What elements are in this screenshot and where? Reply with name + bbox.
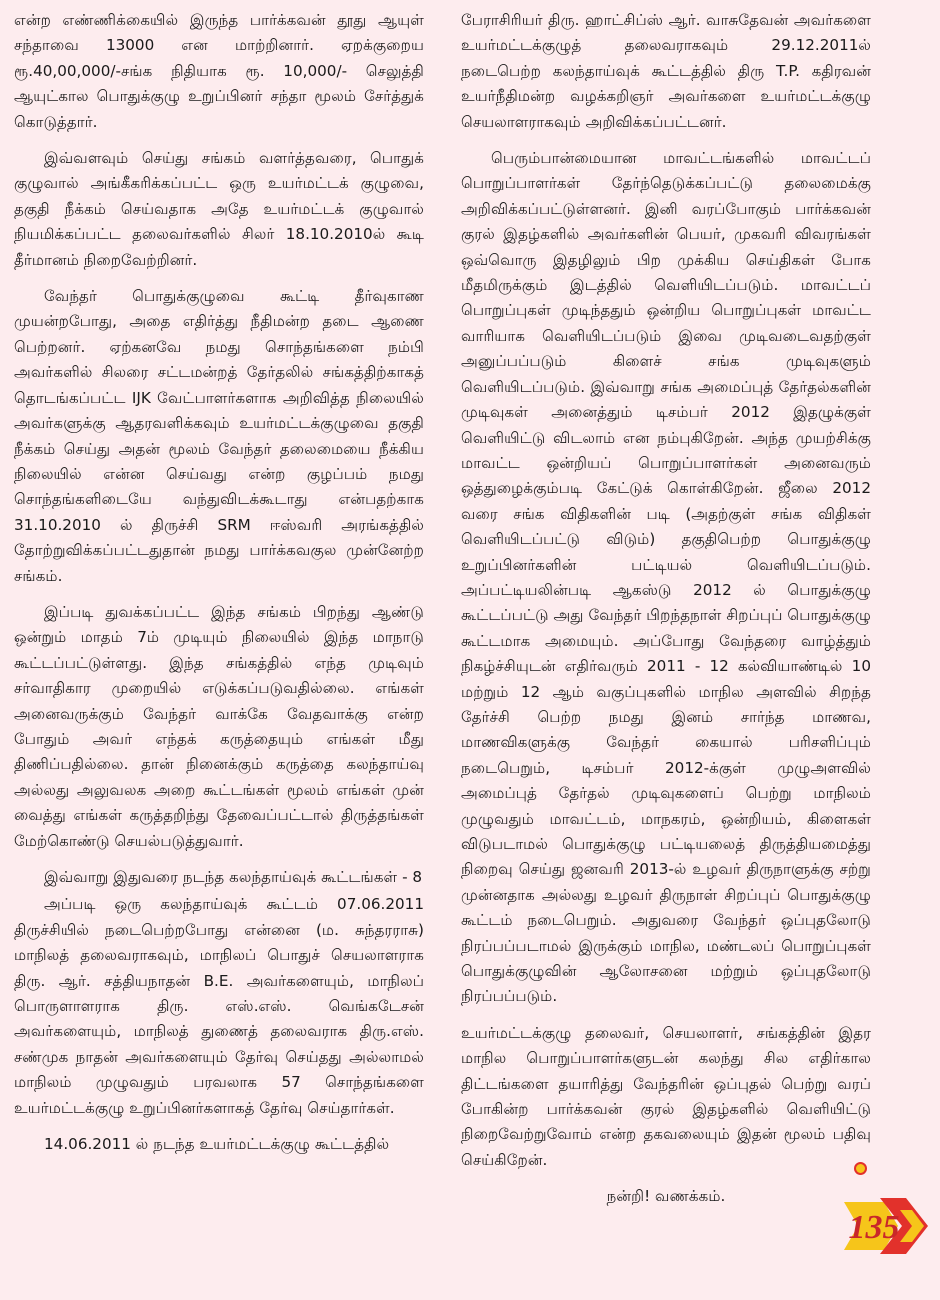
left-paragraph-5: இவ்வாறு இதுவரை நடந்த கலந்தாய்வுக் கூட்டங்கள் - 8 xyxy=(44,868,423,886)
page-number: 135 xyxy=(848,1209,900,1246)
left-paragraph-4: இப்படி துவக்கப்பட்ட இந்த சங்கம் பிறந்து ஆண்டு ஒன்றும் மாதம் 7ம் முடியும் நிலையில் இந்த மாநாடு கூட்டப்பட்டுள்ளது. இந்த சங்கத்தில் எந்த முடிவும் சர்வாதிகார முறையில் எடுக்கப்படுவதில்லை. எங்கள் அனைவருக்கும் வேந்தர் வாக்கே வேதவாக்கு என்ற போதும் அவர் எந்தக் கருத்தையும் எங்கள் மீது திணிப்பதில்லை. தான் நினைக்கும் கருத்தை கலந்தாய்வு அல்லது அலுவலக அறை கூட்டங்கள் மூலம் எங்கள் முன் வைத்து எங்கள் கருத்தறிந்து தேவைப்பட்டால் திருத்தங்கள் மேற்கொண்டு செயல்படுத்துவார். xyxy=(14,602,424,850)
right-column xyxy=(461,8,871,1221)
right-paragraph-2: பெரும்பான்மையான மாவட்டங்களில் மாவட்டப் பொறுப்பாளர்கள் தேர்ந்தெடுக்கப்பட்டு தலைமைக்கு அறிவிக்கப்பட்டுள்ளனர். இனி வரப்போகும் பார்க்கவன் குரல் இதழ்களில் அவர்களின் பெயர், முகவரி விவரங்கள் ஒவ்வொரு இதழிலும் பிற முக்கிய செய்திகள் போக மீதமிருக்கும் இடத்தில் வெளியிடப்படும். மாவட்டப் பொறுப்புகள் முடிந்ததும் ஒன்றிய பொறுப்புகள் மாவட்ட வாரியாக வெளியிடப்படும் இவை முடிவடைவதற்குள் அனுப்பப்படும் கிளைச் சங்க முடிவுகளும் வெளியிடப்படும். இவ்வாறு சங்க அமைப்புத் தேர்தல்களின் முடிவுகள் அனைத்தும் டிசம்பர் 2012 இதழுக்குள் வெளியிட்டு விடலாம் என நம்புகிறேன். அந்த முயற்சிக்கு மாவட்ட ஒன்றியப் பொறுப்பாளர்கள் அனைவரும் ஒத்துழைக்கும்படி கேட்டுக் கொள்கிறேன். ஜீலை 2012 வரை சங்க விதிகளின் படி (அதற்குள் சங்க விதிகள் வெளியிடப்பட்டு விடும்) தகுதிபெற்ற பொதுக்குழு உறுப்பினர்களின் பட்டியல் வெளியிடப்படும். அப்பட்டியலின்படி ஆகஸ்டு 2012 ல் பொதுக்குழு கூட்டப்பட்டு அது வேந்தர் பிறந்தநாள் சிறப்புப் பொதுக்குழு கூட்டமாக அமையும். அப்போது வேந்தரை வாழ்த்தும் நிகழ்ச்சியுடன் எதிர்வரும் 2011 - 12 கல்வியாண்டில் 10 மற்றும் 12 ஆம் வகுப்புகளில் மாநில அளவில் சிறந்த தேர்ச்சி பெற்ற நமது இனம் சார்ந்த மாணவ, மாணவிகளுக்கு வேந்தர் கையால் பரிசளிப்பும் நடைபெறும், டிசம்பர் 2012-க்குள் முழுஅளவில் அமைப்புத் தேர்தல் முடிவுகளைப் பெற்று மாநிலம் முழுவதும் மாவட்டம், மாநகரம், ஒன்றியம், கிளைகள் விடுபடாமல் பொதுக்குழு பட்டியலைத் திருத்தியமைத்து நிறைவு செய்து ஜனவரி 2013-ல் உழவர் திருநாளுக்கு சற்று முன்னதாக அல்லது உழவர் திருநாள் சிறப்புப் பொதுக்குழு கூட்டம் நடைபெறும். அதுவரை வேந்தர் ஒப்புதலோடு நிரப்பப்படாமல் இருக்கும் மாநில, மண்டலப் பொறுப்புகள் பொதுக்குழுவின் ஆலோசனை மற்றும் ஒப்புதலோடு நிரப்பப்படும். xyxy=(461,149,871,1006)
left-paragraph-1: என்ற எண்ணிக்கையில் இருந்த பார்க்கவன் தூது ஆயுள் சந்தாவை 13000 என மாற்றினார். ஏறக்குறைய ரூ.40,00,000/-சங்க நிதியாக ரூ. 10,000/- செலுத்தி ஆயுட்கால பொதுக்குழு உறுப்பினர் சந்தா மூலம் சேர்த்துக் கொடுத்தார். xyxy=(14,11,424,131)
right-paragraph-3: உயர்மட்டக்குழு தலைவர், செயலாளர், சங்கத்தின் இதர மாநில பொறுப்பாளர்களுடன் கலந்து சில எதிர்கால திட்டங்களை தயாரித்து வேந்தரின் ஒப்புதல் பெற்று வரப் போகின்ற பார்க்கவன் குரல் இதழ்களில் வெளியிட்டு நிறைவேற்றுவோம் என்ற தகவலையும் இதன் மூலம் பதிவு செய்கிறேன். xyxy=(461,1023,871,1169)
right-paragraph-1: பேராசிரியர் திரு. ஹாட்சிப்ஸ் ஆர். வாசுதேவன் அவர்களை உயர்மட்டக்குழுத் தலைவராகவும் 29.12.2011ல் நடைபெற்ற கலந்தாய்வுக் கூட்டத்தில் திரு T.P. கதிரவன் உயர்நீதிமன்ற வழக்கறிஞர் அவர்களை உயர்மட்டக்குழு செயலாளராகவும் அறிவிக்கப்பட்டனர். xyxy=(461,11,871,131)
left-paragraph-2: இவ்வளவும் செய்து சங்கம் வளர்த்தவரை, பொதுக் குழுவால் அங்கீகரிக்கப்பட்ட ஒரு உயர்மட்டக் குழுவை, தகுதி நீக்கம் செய்வதாக அதே உயர்மட்டக் குழுவால் நியமிக்கப்பட்ட தலைவர்களில் சிலர் 18.10.2010ல் கூடி தீர்மானம் நிறைவேற்றினர். xyxy=(14,149,424,269)
bullet-dot-icon xyxy=(854,1162,867,1175)
left-paragraph-7: 14.06.2011 ல் நடந்த உயர்மட்டக்குழு கூட்டத்தில் xyxy=(44,1135,390,1154)
left-paragraph-3: வேந்தர் பொதுக்குழுவை கூட்டி தீர்வுகாண முயன்றபோது, அதை எதிர்த்து நீதிமன்ற தடை ஆணை பெற்றனர். ஏற்கனவே நமது சொந்தங்களை நம்பி அவர்களில் சிலரை சட்டமன்றத் தேர்தலில் சங்கத்திற்காகத் தொடங்கப்பட்ட IJK வேட்பாளர்களாக அறிவித்த நிலையில் அவர்களுக்கு ஆதரவளிக்கவும் உயர்மட்டக்குழுவை தகுதி நீக்கம் செய்து அதன் மூலம் வேந்தர் தலைமையை நீக்கிய நிலையில் என்ன செய்வது என்ற குழப்பம் நமது சொந்தங்களிடையே வந்துவிடக்கூடாது என்பதற்காக 31.10.2010 ல் திருச்சி SRM ஈஸ்வரி அரங்கத்தில் தோற்றுவிக்கப்பட்டதுதான் நமது பார்க்கவகுல முன்னேற்ற சங்கம். xyxy=(14,287,424,585)
closing-line: நன்றி! வணக்கம். xyxy=(606,1187,726,1206)
page-badge-icon xyxy=(840,1188,936,1264)
left-column xyxy=(14,8,424,1168)
left-paragraph-6: அப்படி ஒரு கலந்தாய்வுக் கூட்டம் 07.06.2011 திருச்சியில் நடைபெற்றபோது என்னை (ம. சுந்தரராசு) மாநிலத் தலைவராகவும், மாநிலப் பொதுச் செயலாளராக திரு. ஆர். சத்தியநாதன் B.E. அவர்களையும், மாநிலப் பொருளாளராக திரு. எஸ்.எஸ். வெங்கடேசன் அவர்களையும், மாநிலத் துணைத் தலைவராக திரு.எஸ். சண்முக நாதன் அவர்களையும் தேர்வு செய்தது அல்லாமல் மாநிலம் முழுவதும் பரவலாக 57 சொந்தங்களை உயர்மட்டக்குழு உறுப்பினர்களாகத் தேர்வு செய்தார்கள். xyxy=(14,895,424,1117)
